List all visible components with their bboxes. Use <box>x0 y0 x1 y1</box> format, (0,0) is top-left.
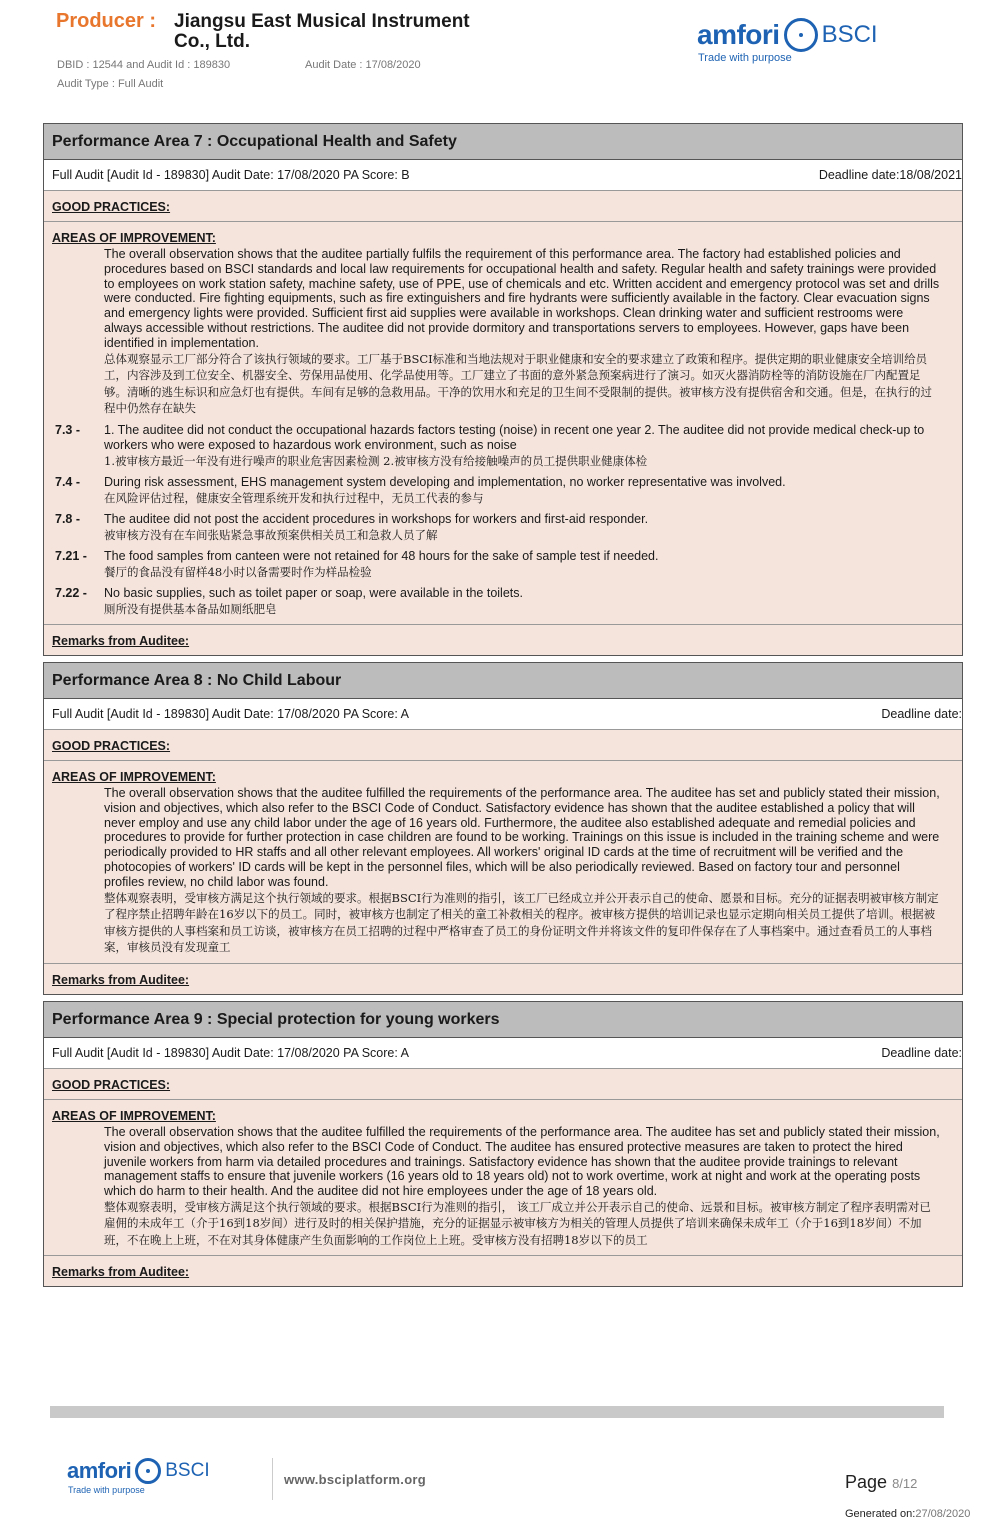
finding-item <box>52 423 954 469</box>
finding-cn: 被审核方没有在车间张贴紧急事故预案供相关员工和急救人员了解 <box>104 527 438 542</box>
finding-number: 7.3 - <box>55 422 81 437</box>
finding-en: The auditee did not post the accident procedures in workshops for workers and first-aid responder. <box>104 511 649 526</box>
performance-area-8 <box>43 662 963 995</box>
overview-en: The overall observation shows that the auditee partially fulfils the requirement of this performance area. The factory had established policies and procedures based on BSCI standards and local law requirements for occupational health and safety. Regular health and safety trainings were provided to employees on work station safety, machine safety, use of PPE, use of chemicals and etc. Written accident and emergency protocol was set and drills were conducted. Fire fighting equipments, such as fire extinguishers and fire hydrants were sufficiently available in the factory. Clear evacuation signs and emergency lights were provided. Sufficient first aid supplies were available in workshops. Clean drinking water and sufficient restrooms were always accessible without restrictions. The auditee did not provide dormitory and transportations servers to employees. However, gaps have been identified in implementation. <box>104 247 940 350</box>
good-practices-label: GOOD PRACTICES: <box>52 1078 171 1092</box>
performance-area-9 <box>43 1001 963 1287</box>
audit-info-row <box>44 1038 962 1069</box>
finding-cn: 餐厅的食品没有留样48小时以备需要时作为样品检验 <box>104 564 372 579</box>
performance-area-7 <box>43 123 963 656</box>
areas-of-improvement-row <box>44 761 962 964</box>
remarks-label: Remarks from Auditee: <box>52 1265 190 1280</box>
footer-separator <box>272 1458 273 1500</box>
footer-logo-amfori-text: amfori <box>67 1458 132 1483</box>
deadline-date: Deadline date:18/08/2021 <box>818 168 962 182</box>
footer-logo-ring-icon <box>135 1458 161 1484</box>
footer-divider-bar <box>50 1406 944 1418</box>
deadline-date: Deadline date: <box>881 707 962 721</box>
audit-info-row <box>44 699 962 730</box>
finding-en: The food samples from canteen were not retained for 48 hours for the sake of sample test if needed. <box>104 548 659 563</box>
audit-info-row <box>44 160 962 191</box>
remarks-row <box>44 964 962 994</box>
remarks-label: Remarks from Auditee: <box>52 633 190 648</box>
finding-en: No basic supplies, such as toilet paper or soap, were available in the toilets. <box>104 585 523 600</box>
audit-line: Full Audit [Audit Id - 189830] Audit Date: 17/08/2020 PA Score: A <box>52 707 409 721</box>
area-title: Performance Area 9 : Special protection for young workers <box>44 1002 962 1038</box>
finding-item <box>52 586 954 617</box>
remarks-row <box>44 1256 962 1286</box>
logo-bsci-text: BSCI <box>821 21 878 48</box>
finding-number: 7.21 - <box>55 548 87 563</box>
finding-item <box>52 549 954 580</box>
improvement-label: AREAS OF IMPROVEMENT: <box>52 1109 216 1123</box>
good-practices-row <box>44 1069 962 1100</box>
producer-name: Jiangsu East Musical Instrument Co., Ltd. <box>174 11 470 52</box>
page-number <box>845 1472 917 1493</box>
finding-item <box>52 475 954 506</box>
improvement-label: AREAS OF IMPROVEMENT: <box>52 231 216 245</box>
generated-value: 27/08/2020 <box>915 1508 971 1520</box>
areas-of-improvement-row <box>44 1100 962 1256</box>
logo-amfori-text: amfori <box>697 19 780 50</box>
finding-cn: 1.被审核方最近一年没有进行噪声的职业危害因素检测 2.被审核方没有给接触噪声的员工提供职业健康体检 <box>104 453 648 468</box>
finding-cn: 厕所没有提供基本备品如厕纸肥皂 <box>104 601 277 616</box>
finding-number: 7.22 - <box>55 585 87 600</box>
dbid-line: DBID : 12544 and Audit Id : 189830 <box>57 59 231 71</box>
audit-date-line: Audit Date : 17/08/2020 <box>305 59 421 71</box>
areas-of-improvement-row <box>44 222 962 625</box>
deadline-date: Deadline date: <box>881 1046 962 1060</box>
good-practices-row <box>44 191 962 222</box>
remarks-label: Remarks from Auditee: <box>52 972 190 987</box>
improvement-label: AREAS OF IMPROVEMENT: <box>52 770 216 784</box>
page-label: Page <box>845 1472 888 1492</box>
overview-cn: 整体观察表明，受审核方满足这个执行领域的要求。根据BSCI行为准则的指引， 该工厂成立并公开表示自己的使命、远景和目标。被审核方制定了程序表明需对已雇佣的未成年工（介于16到18岁间）进行及时的相关保护措施，充分的证据显示被审核方为相关的管理人员提供了培训来确保未成年工（介于16到18岁间）不加班，不在晚上上班，不在对其身体健康产生负面影响的工作岗位上上班。受审核方没有招聘18岁以下的员工 <box>104 1199 931 1247</box>
finding-number: 7.4 - <box>55 474 81 489</box>
footer-logo-bsci-text: BSCI <box>165 1460 210 1481</box>
generated-on <box>845 1508 970 1520</box>
area-title: Performance Area 7 : Occupational Health and Safety <box>44 124 962 160</box>
finding-number: 7.8 - <box>55 511 81 526</box>
page-value: 8/12 <box>892 1476 918 1491</box>
good-practices-label: GOOD PRACTICES: <box>52 200 171 214</box>
good-practices-row <box>44 730 962 761</box>
audit-line: Full Audit [Audit Id - 189830] Audit Date: 17/08/2020 PA Score: A <box>52 1046 409 1060</box>
footer-logo-tagline: Trade with purpose <box>68 1485 145 1495</box>
finding-cn: 在风险评估过程，健康安全管理系统开发和执行过程中，无员工代表的参与 <box>104 490 484 505</box>
overview-cn: 整体观察表明，受审核方满足这个执行领域的要求。根据BSCI行为准则的指引，该工厂已经成立并公开表示自己的使命、愿景和目标。充分的证据表明被审核方制定了程序禁止招聘年龄在16岁以下的员工。同时，被审核方也制定了相关的童工补救相关的程序。被审核方提供的培训记录也显示定期向相关员工提供了培训。根据被审核方提供的人事档案和员工访谈，被审核方在员工招聘的过程中严格审查了员工的身份证明文件并将该文件的复印件保存在了人事档案中。通过查看员工的人事档案，审核员没有发现童工 <box>104 890 939 955</box>
platform-url[interactable]: www.bsciplatform.org <box>284 1472 427 1487</box>
finding-item <box>52 512 954 543</box>
overview-en: The overall observation shows that the auditee fulfilled the requirements of the performance area. The auditee has set and publicly stated their mission, vision and objectives, which also refer to the BSCI Code of Conduct. The auditee has ensured protective measures are taken to protect the hired juvenile workers from harm via detailed procedures and trainings. Satisfactory evidence has shown that the auditee provide trainings to relevant management staffs to ensure that juvenile workers (16 years old to 18 years old) not to work overtime, work at night and work at the operating posts which do harm to their health. And the auditee did not hire employees under the age of 18 years old. <box>104 1125 940 1199</box>
finding-en: 1. The auditee did not conduct the occupational hazards factors testing (noise) in recent one year 2. The auditee did not provide medical check-up to workers who were exposed to hazardous work environment, such as noise <box>104 422 925 452</box>
generated-label: Generated on: <box>845 1508 916 1520</box>
audit-line: Full Audit [Audit Id - 189830] Audit Date: 17/08/2020 PA Score: B <box>52 168 410 182</box>
overview-cn: 总体观察显示工厂部分符合了该执行领域的要求。工厂基于BSCI标准和当地法规对于职业健康和安全的要求建立了政策和程序。提供定期的职业健康安全培训给员工，内容涉及到工位安全、机器安全、劳保用品使用、化学品使用等。工厂建立了书面的意外紧急预案病进行了演习。如灭火器消防栓等的消防设施在厂内配置足够。清晰的逃生标识和应急灯也有提供。车间有足够的急救用品。干净的饮用水和充足的卫生间不受限制的提供。被审核方没有提供宿舍和交通。但是，在执行的过程中仍然存在缺失 <box>104 351 932 416</box>
logo-ring-icon <box>784 18 818 52</box>
amfori-bsci-logo <box>697 18 878 52</box>
logo-tagline: Trade with purpose <box>698 52 792 64</box>
good-practices-label: GOOD PRACTICES: <box>52 739 171 753</box>
area-title: Performance Area 8 : No Child Labour <box>44 663 962 699</box>
finding-en: During risk assessment, EHS management system developing and implementation, no worker representative was involved. <box>104 474 786 489</box>
audit-type-line: Audit Type : Full Audit <box>57 78 164 90</box>
footer-amfori-bsci-logo <box>67 1458 210 1484</box>
remarks-row <box>44 625 962 655</box>
overview-en: The overall observation shows that the auditee fulfilled the requirements of the performance area. The auditee has set and publicly stated their mission, vision and objectives, which also refer to the BSCI Code of Conduct. Satisfactory evidence has shown that the auditee established a policy that will never employ and use any child labor under the age of 16 years old. Furthermore, the auditee also established adequate and remedial policies and procedures to provide for further protection in case children are found to be working. Trainings on this issue is included in the training scheme and were periodically provided to HR staffs and all other relevant employees. All workers' original ID cards at the time of recruitment will be verified and the photocopies of workers' ID cards will be kept in the personnel files, which will be also periodically reviewed. Based on factory tour and personnel profiles review, no child labor was found. <box>104 786 940 889</box>
producer-label: Producer : <box>56 10 157 32</box>
